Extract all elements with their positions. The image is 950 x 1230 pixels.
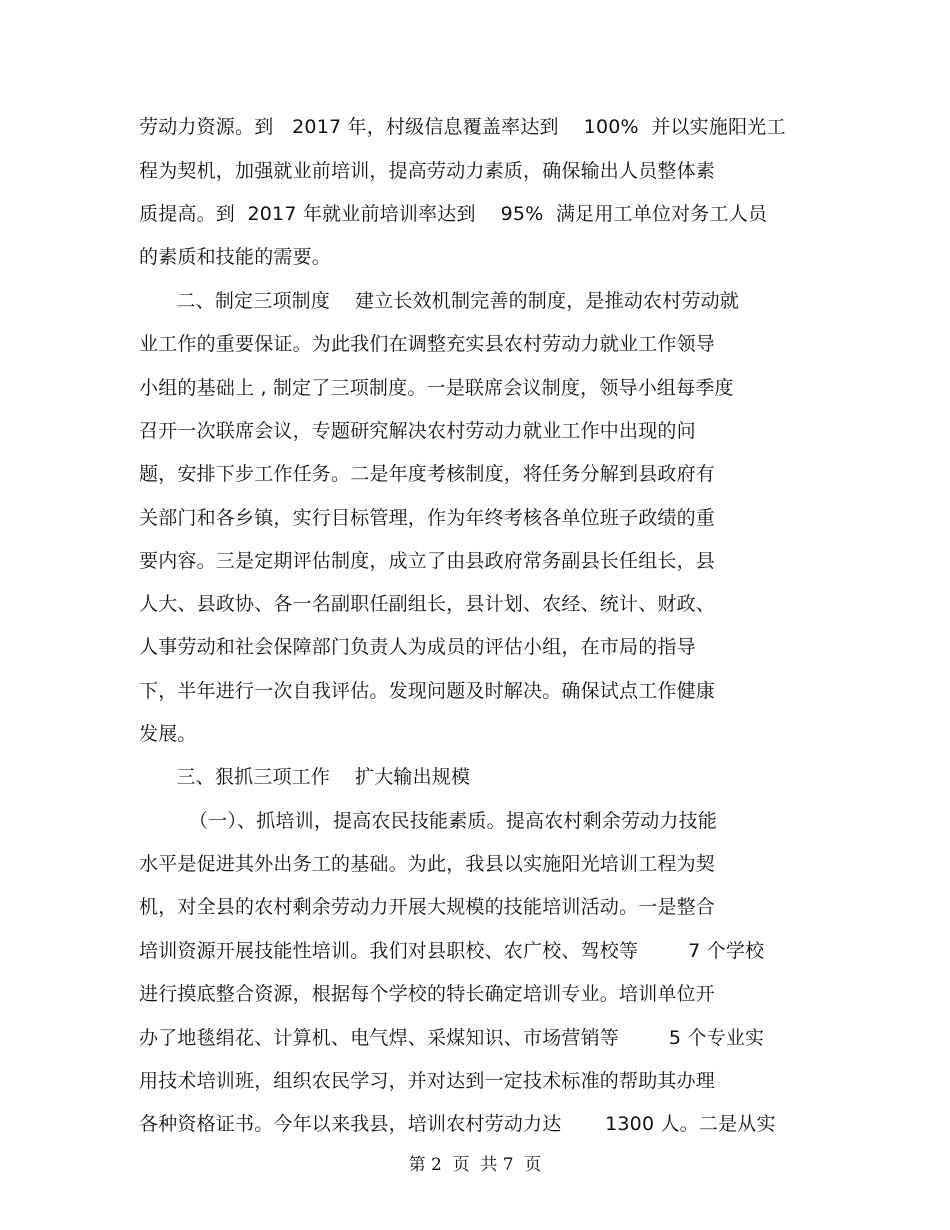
text-line: 下，半年进行一次自我评估。发现问题及时解决。确保试点工作健康 (139, 680, 716, 702)
text-line: 小组的基础上 , 制定了三项制度。一是联席会议制度，领导小组每季度 (139, 377, 734, 399)
text-line: 人大、县政协、各一名副职任副组长，县计划、农经、统计、财政、 (139, 593, 716, 615)
text-line: 机，对全县的农村剩余劳动力开展大规模的技能培训活动。一是整合 (139, 896, 716, 918)
text-line: 业工作的重要保证。为此我们在调整充实县农村劳动力就业工作领导 (139, 333, 716, 355)
text-line: 的素质和技能的需要。 (139, 246, 332, 268)
text-line: 劳动力资源。到 2017 年，村级信息覆盖率达到 100% 并以实施阳光工 (139, 116, 786, 138)
text-line: 各种资格证书。今年以来我县，培训农村劳动力达 1300 人。二是从实 (139, 1113, 776, 1135)
text-line: 发展。 (139, 723, 197, 745)
page-footer: 第 2 页 共 7 页 (408, 1155, 542, 1175)
text-line: 三、狠抓三项工作 扩大输出规模 (139, 766, 471, 788)
text-line: 二、制定三项制度 建立长效机制完善的制度，是推动农村劳动就 (139, 290, 739, 312)
text-line: （一）、抓培训，提高农民技能素质。提高农村剩余劳动力技能 (139, 810, 718, 832)
text-line: 召开一次联席会议，专题研究解决农村劳动力就业工作中出现的问 (139, 420, 696, 442)
text-line: 要内容。三是定期评估制度，成立了由县政府常务副县长任组长，县 (139, 550, 716, 572)
text-line: 办了地毯绢花、计算机、电气焊、采煤知识、市场营销等 5 个专业实 (139, 1027, 765, 1049)
text-line: 题，安排下步工作任务。二是年度考核制度，将任务分解到县政府有 (139, 463, 716, 485)
text-line: 人事劳动和社会保障部门负责人为成员的评估小组，在市局的指导 (139, 636, 696, 658)
text-line: 进行摸底整合资源，根据每个学校的特长确定培训专业。培训单位开 (139, 983, 716, 1005)
text-line: 水平是促进其外出务工的基础。为此，我县以实施阳光培训工程为契 (139, 853, 716, 875)
text-line: 关部门和各乡镇，实行目标管理，作为年终考核各单位班子政绩的重 (139, 507, 716, 529)
text-line: 质提高。到 2017 年就业前培训率达到 95% 满足用工单位对务工人员 (139, 203, 768, 225)
text-line: 培训资源开展技能性培训。我们对县职校、农广校、驾校等 7 个学校 (139, 940, 765, 962)
text-line: 程为契机，加强就业前培训，提高劳动力素质，确保输出人员整体素 (139, 160, 716, 182)
text-line: 用技术培训班，组织农民学习，并对达到一定技术标准的帮助其办理 (139, 1070, 716, 1092)
